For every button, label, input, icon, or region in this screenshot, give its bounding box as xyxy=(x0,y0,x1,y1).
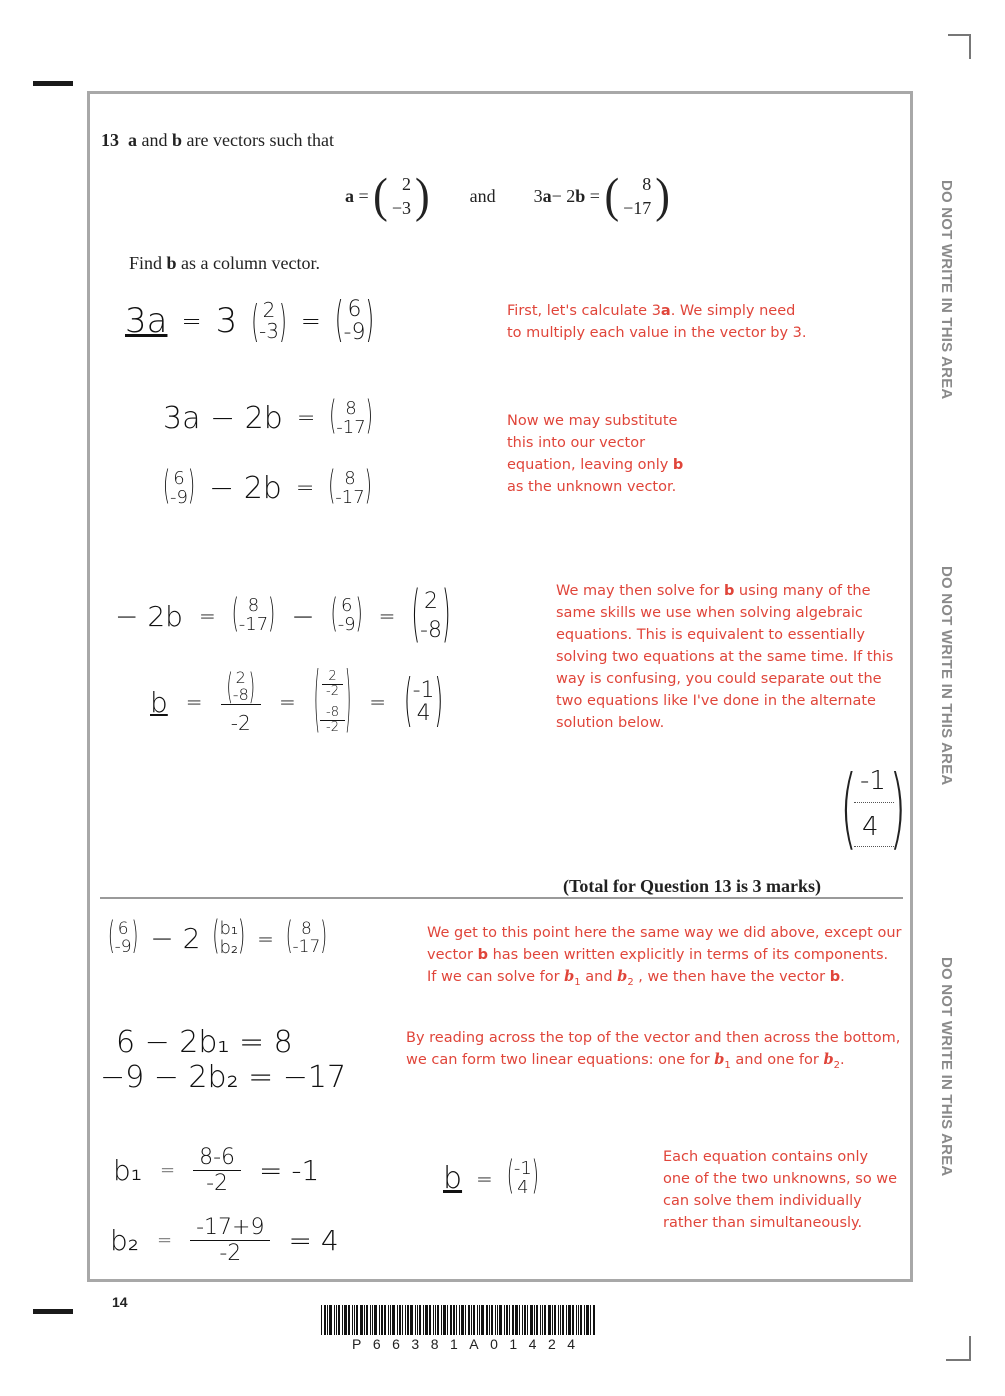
barcode-bar xyxy=(374,1305,377,1335)
hw-fraction xyxy=(221,665,261,735)
barcode-bar xyxy=(364,1305,365,1335)
barcode-bar xyxy=(593,1305,595,1335)
barcode-bar xyxy=(572,1305,574,1335)
hw-vec xyxy=(108,914,139,959)
margin-mark-top xyxy=(33,81,73,86)
barcode-bar xyxy=(352,1305,353,1335)
note-bold: b xyxy=(829,969,841,985)
barcode-bar xyxy=(342,1305,343,1335)
vec-result-top: 8 xyxy=(642,174,652,194)
frac-den: -2 xyxy=(219,1241,242,1266)
v-bottom: -3 xyxy=(259,319,279,344)
vector-a xyxy=(373,168,430,223)
v-bottom: -9 xyxy=(343,320,366,346)
answer-top[interactable]: -1 xyxy=(860,766,886,796)
barcode-bar xyxy=(360,1305,363,1335)
barcode-bar xyxy=(397,1305,398,1335)
hw-eq: = xyxy=(185,690,203,715)
note-individually: Each equation contains only one of the two unknowns, so we can solve them individually rather than simultaneously. xyxy=(663,1149,898,1231)
working-line-1 xyxy=(125,293,375,349)
barcode-bar xyxy=(519,1305,520,1335)
barcode-bar xyxy=(402,1305,403,1335)
hw-vec xyxy=(404,669,444,735)
paren-left: ( xyxy=(313,655,321,741)
hw-vec xyxy=(163,463,196,510)
barcode-bar xyxy=(433,1305,434,1335)
expr-b: b xyxy=(575,185,586,206)
v-bottom: 4 xyxy=(416,701,431,727)
barcode-bar xyxy=(429,1305,431,1335)
barcode-bar xyxy=(590,1305,591,1335)
vec-a-label: a xyxy=(345,185,354,206)
find-post: as a column vector. xyxy=(176,253,320,273)
frac-den: -2 xyxy=(230,710,251,735)
alt-line-3: −9 − 2b₂ = −17 xyxy=(100,1060,347,1095)
barcode-bar xyxy=(576,1305,577,1335)
note-substitute xyxy=(507,410,685,498)
barcode-bar xyxy=(336,1305,337,1335)
v-top: 8 xyxy=(247,595,260,617)
barcode-bar xyxy=(441,1305,442,1335)
working-line-2 xyxy=(163,393,373,440)
barcode-bar xyxy=(495,1305,496,1335)
hw-expr: 3a − 2b xyxy=(163,401,283,437)
barcode-bar xyxy=(437,1305,439,1335)
v-top: 8 xyxy=(345,398,357,419)
hw-vec xyxy=(231,590,276,638)
paren-right: ) xyxy=(248,665,255,708)
paren-right: ) xyxy=(365,293,375,349)
vector-result xyxy=(604,168,670,223)
barcode-bar xyxy=(415,1305,416,1335)
barcode xyxy=(321,1305,691,1335)
working-line-4 xyxy=(115,580,451,651)
hw-eq: = xyxy=(378,604,396,629)
expr-a: a xyxy=(542,185,552,206)
answer-paren-left: ( xyxy=(840,756,858,859)
paren-right: ) xyxy=(268,590,276,638)
hw-minus: − xyxy=(291,599,315,633)
and-word: and xyxy=(469,185,496,206)
barcode-bar xyxy=(468,1305,470,1335)
hw-eq: = xyxy=(257,926,274,951)
given-vectors xyxy=(345,168,670,223)
note-text: has been written explicitly in terms of its components. If we can solve for xyxy=(427,947,889,985)
barcode-bar xyxy=(548,1305,551,1335)
hw-eq: = xyxy=(160,1160,176,1181)
math-sub: 2 xyxy=(833,1059,840,1071)
v-bottom: -17 xyxy=(292,936,321,957)
margin-warning-3: DO NOT WRITE IN THIS AREA xyxy=(938,957,955,1177)
margin-warning-2: DO NOT WRITE IN THIS AREA xyxy=(938,566,955,786)
barcode-bar xyxy=(410,1305,413,1335)
barcode-bar xyxy=(447,1305,448,1335)
answer-bottom[interactable]: 4 xyxy=(862,812,879,842)
barcode-bar xyxy=(566,1305,567,1335)
paren-left: ( xyxy=(251,293,260,347)
barcode-bar xyxy=(509,1305,510,1335)
barcode-bar xyxy=(515,1305,518,1335)
hw-eq: = xyxy=(295,476,315,502)
note-text: , we then have the vector xyxy=(633,969,830,985)
find-instruction xyxy=(129,253,320,274)
v-top: 6 xyxy=(173,468,185,489)
barcode-bar xyxy=(456,1305,457,1335)
barcode-bar xyxy=(586,1305,589,1335)
hw-eq: = xyxy=(279,690,296,715)
paren-left: ( xyxy=(506,1153,514,1200)
v-bottom: -9 xyxy=(337,614,356,636)
margin-warning-1: DO NOT WRITE IN THIS AREA xyxy=(938,180,955,400)
barcode-bar xyxy=(338,1305,340,1335)
v-top: 2 xyxy=(262,298,276,323)
barcode-bar xyxy=(580,1305,582,1335)
barcode-bar xyxy=(504,1305,505,1335)
math-b: b xyxy=(617,968,628,985)
barcode-bar xyxy=(329,1305,332,1335)
v-bottom: -8 xyxy=(232,684,249,704)
paren-right: ) xyxy=(434,669,444,735)
crop-mark-top-right-v xyxy=(969,34,971,59)
barcode-bar xyxy=(425,1305,428,1335)
v-top: 2 xyxy=(424,589,438,614)
barcode-bar xyxy=(552,1305,553,1335)
hw-eq: = xyxy=(369,690,386,715)
hw-vec xyxy=(328,463,372,510)
note-text: as the unknown vector. xyxy=(507,479,677,495)
note-text: using many of the same skills we use when solving algebraic equations. This is equivalent to essentially solving two equations at the same time. If this way is confusing, you could separate out the two equations like I've done in the alternate solution below. xyxy=(556,583,894,731)
paren-left: ( xyxy=(285,914,293,959)
answer-box xyxy=(840,756,906,859)
barcode-bar xyxy=(562,1305,564,1335)
paren-left: ( xyxy=(334,293,344,349)
barcode-bar xyxy=(540,1305,541,1335)
find-pre: Find xyxy=(129,253,167,273)
question-stem xyxy=(101,130,334,151)
barcode-bar xyxy=(558,1305,559,1335)
v-bottom: 4 xyxy=(517,1176,529,1198)
v-top: 8 xyxy=(301,919,312,940)
equals-sign: = xyxy=(358,185,369,206)
v-top: 2 xyxy=(235,668,246,687)
paren-left: ( xyxy=(328,463,336,510)
barcode-bar xyxy=(477,1305,478,1335)
barcode-bar xyxy=(372,1305,373,1335)
barcode-bar xyxy=(512,1305,514,1335)
note-text: By reading across the top of the vector and then across the bottom, we can form two linear equations: one for xyxy=(406,1030,901,1068)
paren-left: ( xyxy=(411,580,421,651)
barcode-bar xyxy=(554,1305,556,1335)
answer-line-top xyxy=(854,802,894,803)
paren-left: ( xyxy=(163,463,171,510)
math-sub: 2 xyxy=(627,976,634,988)
paren-left: ( xyxy=(329,393,337,440)
vector-a-symbol: a xyxy=(128,130,137,150)
hw-eq: = xyxy=(181,307,202,336)
note-text: Now we may substitute this into our vector equation, leaving only xyxy=(507,413,678,473)
equals-sign-2: = xyxy=(589,185,600,206)
hw-eq: = xyxy=(300,307,321,336)
barcode-bar xyxy=(534,1305,535,1335)
vec-a-top: 2 xyxy=(401,174,411,194)
answer-line-bottom xyxy=(854,846,894,847)
barcode-bar xyxy=(506,1305,508,1335)
paren-right: ) xyxy=(414,168,430,223)
v-top: -1 xyxy=(412,678,435,704)
crop-mark-bottom-right xyxy=(946,1359,970,1361)
paren-right: ) xyxy=(187,463,196,510)
barcode-bar xyxy=(334,1305,335,1335)
vec-result-bottom: −17 xyxy=(623,198,652,218)
barcode-bar xyxy=(344,1305,347,1335)
barcode-bar xyxy=(465,1305,466,1335)
hw-vec xyxy=(313,655,352,741)
note-bold: b xyxy=(672,457,684,473)
hw-frac xyxy=(320,706,345,734)
barcode-bar xyxy=(450,1305,452,1335)
note-text: We get to this point here the same way we did above, except our vector xyxy=(427,925,902,963)
hw-3a: 3a xyxy=(125,301,168,342)
find-b: b xyxy=(166,253,177,273)
note-text: . xyxy=(840,969,845,985)
alt-line-5 xyxy=(110,1215,339,1266)
hw-b: b xyxy=(443,1161,463,1197)
barcode-bar xyxy=(423,1305,424,1335)
paren-right: ) xyxy=(344,655,352,741)
frac-num xyxy=(221,665,261,708)
paren-left: ( xyxy=(212,913,220,960)
barcode-bar xyxy=(366,1305,368,1335)
v-top: 6 xyxy=(340,595,353,617)
barcode-bar xyxy=(453,1305,455,1335)
paren-right: ) xyxy=(131,914,139,959)
note-bold: a xyxy=(660,303,671,319)
hw-vec xyxy=(285,914,327,959)
v-bottom: b₂ xyxy=(219,936,239,958)
note-text: and one for xyxy=(730,1052,824,1068)
hw-fraction xyxy=(193,1145,241,1196)
v-bottom: -9 xyxy=(114,936,132,957)
hw-eq: = xyxy=(198,604,216,629)
barcode-bar xyxy=(390,1305,391,1335)
hw-expr: − 2b xyxy=(209,471,282,507)
paren-right: ) xyxy=(531,1153,539,1200)
alt-line-4 xyxy=(113,1145,319,1196)
hw-expr: − 2 xyxy=(150,922,201,956)
page-number: 14 xyxy=(112,1294,128,1310)
note-text: . xyxy=(839,1052,845,1068)
barcode-bar xyxy=(491,1305,493,1335)
v-bottom: -9 xyxy=(170,486,188,508)
barcode-bar xyxy=(388,1305,389,1335)
paren-right: ) xyxy=(238,913,246,960)
hw-frac xyxy=(322,670,342,698)
alt-line-2: 6 − 2b₁ = 8 xyxy=(116,1025,293,1060)
frac-den: -2 xyxy=(326,683,339,699)
paren-left: ( xyxy=(330,590,338,638)
barcode-bar xyxy=(578,1305,579,1335)
paren-left: ( xyxy=(108,914,115,959)
hw-b1: b₁ xyxy=(113,1154,142,1187)
barcode-bar xyxy=(356,1305,358,1335)
barcode-bar xyxy=(417,1305,418,1335)
barcode-bar xyxy=(324,1305,326,1335)
paren-right: ) xyxy=(320,914,327,959)
barcode-bar xyxy=(461,1305,464,1335)
paren-left: ( xyxy=(226,665,233,708)
math-b: b xyxy=(823,1051,834,1068)
note-text: . We simply need to multiply each value in the vector by 3. xyxy=(507,303,807,341)
crop-mark-top-right xyxy=(948,34,970,36)
v-bottom: -17 xyxy=(336,416,366,438)
frac-num: 2 xyxy=(322,670,342,685)
math-b: b xyxy=(714,1051,725,1068)
v-top: b₁ xyxy=(219,918,239,939)
working-line-3 xyxy=(163,463,372,510)
barcode-bar xyxy=(459,1305,460,1335)
barcode-bar xyxy=(327,1305,328,1335)
note-text: First, let's calculate 3 xyxy=(507,303,661,319)
note-calculate-3a xyxy=(507,300,807,344)
note-solve-for-b xyxy=(556,580,896,734)
v-top: 6 xyxy=(347,297,362,322)
barcode-bar xyxy=(527,1305,528,1335)
frac-den: -2 xyxy=(326,719,339,735)
frac-num: -17+9 xyxy=(190,1215,270,1241)
barcode-bar xyxy=(419,1305,421,1335)
v-top: -1 xyxy=(513,1158,532,1179)
alt-line-1 xyxy=(108,913,327,960)
working-line-5 xyxy=(150,655,444,741)
hw-vec xyxy=(411,580,451,651)
hw-b: b xyxy=(150,685,168,719)
barcode-bar xyxy=(499,1305,502,1335)
hw-expr: − 2b xyxy=(115,599,183,633)
paren-right: ) xyxy=(355,590,363,638)
paren-right: ) xyxy=(278,293,287,347)
hw-vec xyxy=(506,1153,539,1200)
barcode-bar xyxy=(321,1305,322,1335)
barcode-bar xyxy=(443,1305,446,1335)
note-linear-equations xyxy=(406,1027,904,1077)
expr-minus: − 2 xyxy=(551,185,576,206)
barcode-bar xyxy=(479,1305,480,1335)
vec-a-bottom: −3 xyxy=(391,198,411,218)
total-marks: (Total for Question 13 is 3 marks) xyxy=(563,876,822,896)
barcode-bar xyxy=(407,1305,409,1335)
barcode-bar xyxy=(471,1305,472,1335)
barcode-bar xyxy=(354,1305,355,1335)
hw-eq: = xyxy=(476,1166,493,1191)
vector-b-symbol: b xyxy=(172,130,183,150)
section-divider xyxy=(100,897,903,899)
barcode-bar xyxy=(399,1305,401,1335)
barcode-bar xyxy=(405,1305,406,1335)
v-bottom: -17 xyxy=(335,486,365,508)
hw-fraction xyxy=(190,1215,270,1266)
barcode-bar xyxy=(544,1305,546,1335)
note-bold: b xyxy=(723,583,735,599)
barcode-bar xyxy=(370,1305,371,1335)
paren-left: ( xyxy=(231,590,239,638)
v-bottom: -17 xyxy=(238,614,269,636)
paren-right: ) xyxy=(365,393,373,440)
paren-right: ) xyxy=(441,580,451,651)
hw-vec xyxy=(251,293,287,347)
expr-3: 3 xyxy=(533,185,543,206)
barcode-bar xyxy=(435,1305,436,1335)
note-components xyxy=(427,922,902,994)
barcode-bar xyxy=(473,1305,475,1335)
hw-eq: = xyxy=(296,406,316,432)
hw-b2: b₂ xyxy=(110,1224,139,1257)
barcode-bar xyxy=(522,1305,523,1335)
frac-num: 8-6 xyxy=(193,1145,241,1171)
math-sub: 1 xyxy=(574,976,581,988)
v-top: 8 xyxy=(344,468,356,489)
stem-text: and xyxy=(137,130,172,150)
barcode-bar xyxy=(530,1305,533,1335)
barcode-bar xyxy=(497,1305,498,1335)
v-bottom: -8 xyxy=(420,618,442,644)
barcode-bar xyxy=(481,1305,484,1335)
paren-left: ( xyxy=(373,168,388,223)
barcode-text: P66381A01424 xyxy=(352,1336,587,1352)
margin-mark-bottom xyxy=(33,1309,73,1314)
paren-right: ) xyxy=(364,463,372,510)
hw-vec xyxy=(330,590,363,638)
barcode-bar xyxy=(536,1305,538,1335)
barcode-bar xyxy=(542,1305,543,1335)
note-text: We may then solve for xyxy=(556,583,724,599)
hw-vec xyxy=(329,393,373,440)
stem-text-rest: are vectors such that xyxy=(182,130,334,150)
barcode-bar xyxy=(560,1305,561,1335)
hw-eq: = xyxy=(157,1230,173,1251)
barcode-bar xyxy=(392,1305,395,1335)
hw-result: = 4 xyxy=(288,1224,339,1257)
barcode-bar xyxy=(486,1305,488,1335)
barcode-bar xyxy=(584,1305,585,1335)
hw-vec xyxy=(212,913,246,960)
paren-left: ( xyxy=(404,669,413,735)
math-sub: 1 xyxy=(724,1059,731,1071)
question-number: 13 xyxy=(101,130,119,150)
v-top: 6 xyxy=(117,919,129,940)
note-text: and xyxy=(580,969,618,985)
frac-num: -8 xyxy=(320,706,345,721)
answer-paren-right: ) xyxy=(888,756,906,859)
barcode-bar xyxy=(489,1305,490,1335)
math-b: b xyxy=(564,968,575,985)
barcode-bar xyxy=(384,1305,386,1335)
hw-scalar: 3 xyxy=(215,301,238,342)
barcode-bar xyxy=(524,1305,526,1335)
paren-left: ( xyxy=(604,168,620,223)
frac-den: -2 xyxy=(206,1171,229,1196)
barcode-bar xyxy=(348,1305,350,1335)
alt-line-6 xyxy=(443,1153,539,1200)
crop-mark-bottom-right-v xyxy=(969,1336,971,1361)
hw-vec xyxy=(334,293,375,349)
barcode-bar xyxy=(568,1305,571,1335)
barcode-bar xyxy=(379,1305,380,1335)
barcode-bar xyxy=(381,1305,383,1335)
hw-result: = -1 xyxy=(259,1154,320,1187)
note-bold: b xyxy=(477,947,488,963)
paren-right: ) xyxy=(655,168,670,223)
